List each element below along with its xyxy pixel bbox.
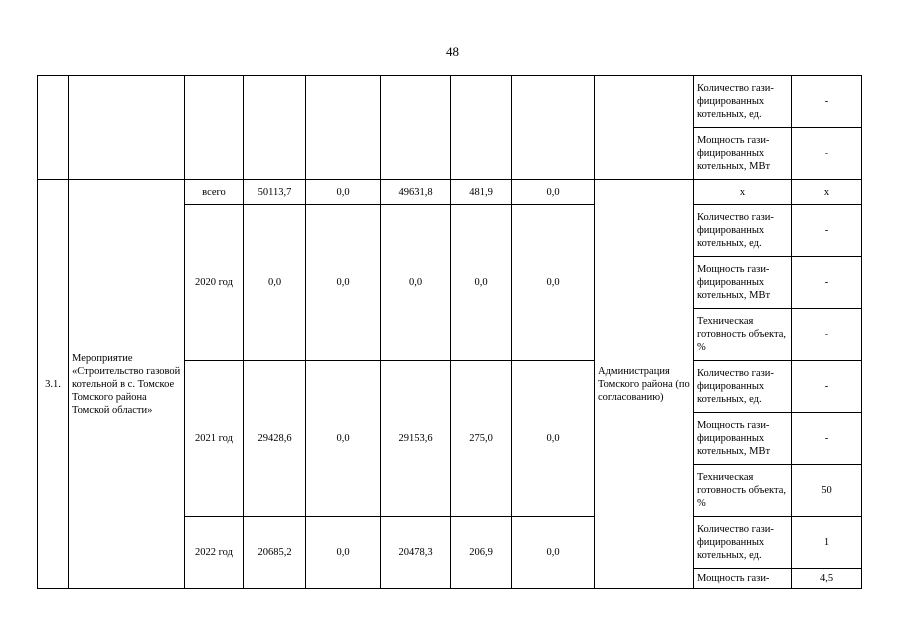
amount-cell [381,76,451,128]
amount-cell: 481,9 [451,180,512,205]
period-cell: 2021 год [185,361,244,517]
indicator-value-cell: - [792,309,862,361]
amount-cell: 20478,3 [381,517,451,589]
indicator-value-cell: - [792,76,862,128]
amount-cell: 0,0 [244,205,306,361]
amount-cell: 0,0 [512,205,595,361]
indicator-cell: х [694,180,792,205]
indicator-cell: Количество гази-фицированных котельных, ед. [694,361,792,413]
amount-cell: 0,0 [381,205,451,361]
amount-cell [244,128,306,180]
indicator-value-cell: - [792,128,862,180]
event-name-cell [69,76,185,128]
event-number-cell: 3.1. [38,180,69,589]
event-name-cell [69,128,185,180]
executor-cell: Администрация Томского района (по согласованию) [595,180,694,589]
executor-cell [595,76,694,128]
amount-cell: 0,0 [306,361,381,517]
indicator-cell: Количество гази-фицированных котельных, ед. [694,517,792,569]
period-cell [185,128,244,180]
amount-cell: 29153,6 [381,361,451,517]
table-row [38,128,862,180]
program-table [37,75,862,589]
indicator-cell: Количество гази-фицированных котельных, ед. [694,205,792,257]
indicator-value-cell: - [792,361,862,413]
period-cell: 2020 год [185,205,244,361]
amount-cell: 29428,6 [244,361,306,517]
amount-cell: 50113,7 [244,180,306,205]
indicator-cell: Мощность гази-фицированных котельных, МВт [694,413,792,465]
amount-cell: 0,0 [306,205,381,361]
page-number: 48 [446,44,459,59]
indicator-value-cell: х [792,180,862,205]
period-cell: 2022 год [185,517,244,589]
indicator-value-cell: - [792,413,862,465]
executor-cell [595,128,694,180]
indicator-cell: Мощность гази-фицированных котельных, МВт [694,128,792,180]
amount-cell [244,76,306,128]
table-row-total [38,180,862,205]
period-cell [185,76,244,128]
indicator-cell: Мощность гази- [694,569,792,589]
amount-cell [451,128,512,180]
amount-cell [512,76,595,128]
event-name-cell: Мероприятие «Строительство газовой котельной в с. Томское Томского района Томской области» [69,180,185,589]
amount-cell [451,76,512,128]
indicator-cell: Техническая готовность объекта, % [694,309,792,361]
amount-cell: 0,0 [306,517,381,589]
indicator-value-cell: 4,5 [792,569,862,589]
amount-cell: 0,0 [512,180,595,205]
amount-cell: 0,0 [512,517,595,589]
indicator-cell: Количество гази-фицированных котельных, ед. [694,76,792,128]
amount-cell: 0,0 [451,205,512,361]
number-cell [38,76,69,128]
indicator-value-cell: - [792,257,862,309]
indicator-cell: Техническая готовность объекта, % [694,465,792,517]
indicator-cell: Мощность гази-фицированных котельных, МВт [694,257,792,309]
indicator-value-cell: - [792,205,862,257]
amount-cell: 206,9 [451,517,512,589]
amount-cell [306,76,381,128]
table-row [38,76,862,128]
amount-cell [306,128,381,180]
amount-cell: 275,0 [451,361,512,517]
amount-cell: 49631,8 [381,180,451,205]
indicator-value-cell: 1 [792,517,862,569]
amount-cell: 20685,2 [244,517,306,589]
period-cell: всего [185,180,244,205]
number-cell [38,128,69,180]
amount-cell [512,128,595,180]
indicator-value-cell: 50 [792,465,862,517]
amount-cell: 0,0 [512,361,595,517]
amount-cell: 0,0 [306,180,381,205]
amount-cell [381,128,451,180]
